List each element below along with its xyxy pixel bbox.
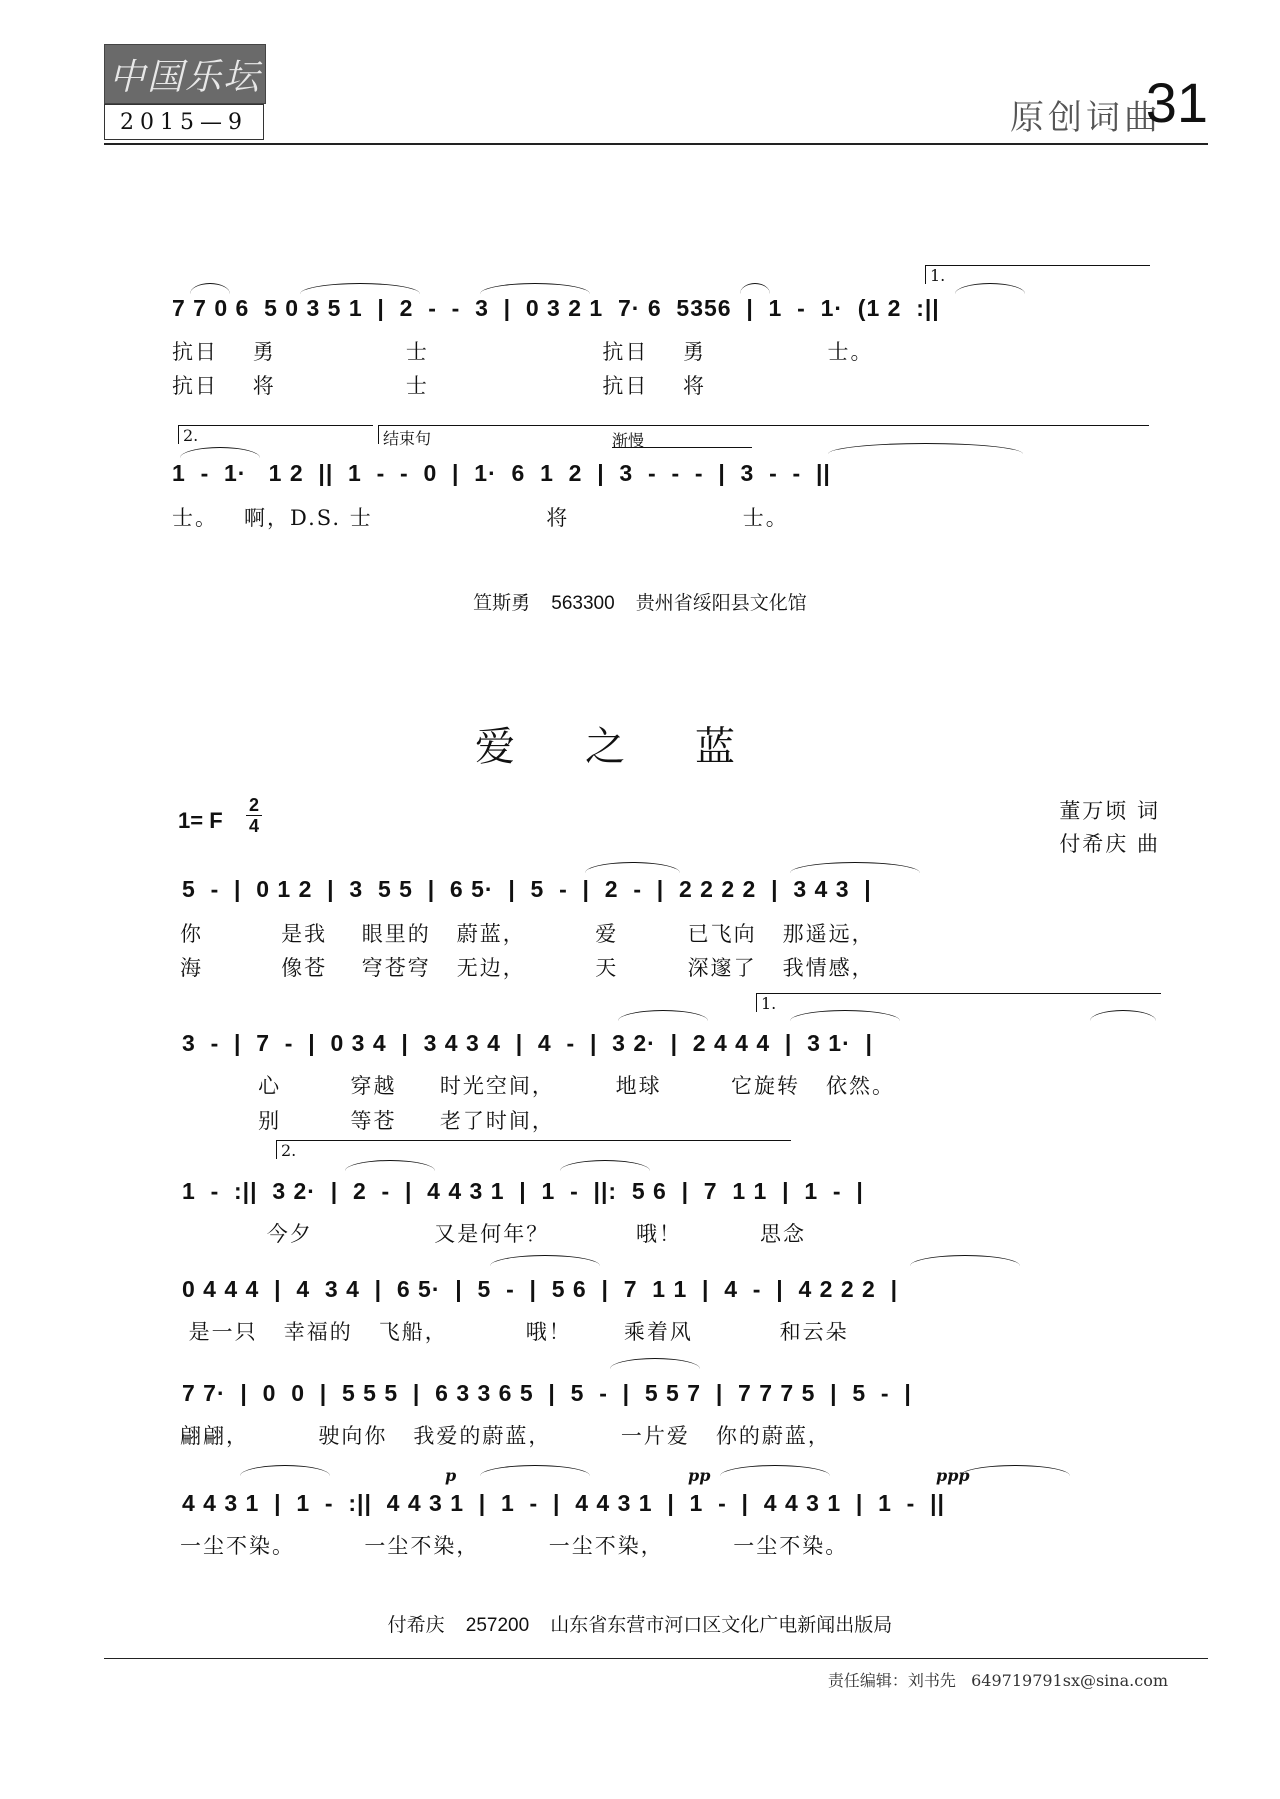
slur [955,283,1025,294]
time-signature [246,795,262,836]
lyrics-verse-1: 心 穿越 时光空间， 地球 它旋转 依然。 [180,1074,896,1098]
notation-line: 1 - 1· 1 2 || 1 - - 0 | 1· 6 1 2 | 3 - - - | 3 - - || [172,460,831,486]
slur [610,1358,700,1369]
tie [910,1255,1020,1266]
notation-line: 3 - | 7 - | 0 3 4 | 3 4 3 4 | 4 - | 3 2· | 2 4 4 4 | 3 1· | [182,1030,873,1056]
volta-1-bracket [756,993,1161,1012]
slur [480,283,590,294]
editor-credit: 责任编辑：刘书先 649719791sx@sina.com [827,1671,1168,1690]
header-rule [104,143,1208,145]
notation-line: 0 4 4 4 | 4 3 4 | 6 5· | 5 - | 5 6 | 7 1 1 | 4 - | 4 2 2 2 | [182,1276,899,1302]
volta-2-bracket [276,1140,791,1159]
tie [790,862,920,873]
lyrics-verse-1: 是一只 幸福的 飞船， 哦！ 乘着风 和云朵 [180,1320,849,1344]
ending-bracket [378,425,1149,448]
author-credit: 笪斯勇 563300 贵州省绥阳县文化馆 [473,593,807,614]
tie [828,443,1023,454]
lyrics-verse-2: 别 等苍 老了时间， [180,1109,555,1133]
notation-line: 7 7 0 6 5 0 3 5 1 | 2 - - 3 | 0 3 2 1 7· 6 5356 | 1 - 1· (1 2 :|| [172,295,940,321]
volta-1-label: 1. [930,266,946,285]
slur [960,1465,1070,1476]
slur [560,1160,650,1171]
tie [490,1255,600,1266]
volta-2-label: 2. [183,426,199,445]
author-credit: 付希庆 257200 山东省东营市河口区文化广电新闻出版局 [387,1615,893,1636]
lyrics-verse-2: 海 像苍 穹苍穹 无边， 天 深邃了 我情感， [180,956,875,980]
issue-number: 2015—9 [104,104,264,140]
volta-2-bracket [178,425,373,444]
notation-line: 4 4 3 1 | 1 - :|| 4 4 3 1 | 1 - | 4 4 3 1 | 1 - | 4 4 3 1 | 1 - || [182,1490,945,1516]
slur [480,1465,590,1476]
lyrics-verse-1: 抗日 勇 士 抗日 勇 士。 [172,340,874,364]
footer-rule [104,1658,1208,1659]
slur [240,1465,330,1476]
lyricist-credit: 董万顷 词 [1059,799,1160,823]
tie [618,1010,708,1021]
slur [740,283,770,294]
lyrics-verse-1: 翩翩， 驶向你 我爱的蔚蓝， 一片爱 你的蔚蓝， [180,1424,831,1448]
lyrics-verse-1: 士。 啊，D.S. 士 将 士。 [172,506,789,530]
time-signature-top: 2 [248,795,259,815]
slur [190,283,230,294]
magazine-logo [104,44,266,104]
volta-1-label: 1. [761,994,777,1013]
dynamic-marking: pp [688,1466,711,1485]
ritardando-line [612,447,752,448]
notation-line: 1 - :|| 3 2· | 2 - | 4 4 3 1 | 1 - ||: 5 6 | 7 1 1 | 1 - | [182,1178,864,1204]
notation-line: 7 7· | 0 0 | 5 5 5 | 6 3 3 6 5 | 5 - | 5 5 7 | 7 7 7 5 | 5 - | [182,1380,912,1406]
slur [300,283,420,294]
lyrics-verse-1: 你 是我 眼里的 蔚蓝， 爱 已飞向 那遥远， [180,922,875,946]
lyrics-verse-2: 抗日 将 士 抗日 将 [172,374,707,398]
lyrics-verse-1: 一尘不染。 一尘不染， 一尘不染， 一尘不染。 [180,1534,849,1558]
page-number: 31 [1145,71,1208,134]
logo-text: 中国乐坛 [108,56,261,98]
ritardando-label: 渐慢 [612,433,645,450]
composer-credit: 付希庆 曲 [1059,832,1160,856]
key-signature: 1= F [178,808,223,833]
dynamic-marking: ppp [936,1466,970,1485]
ending-label: 结束句 [383,431,432,448]
time-signature-bottom: 4 [246,815,262,836]
lyrics-verse-1: 今夕 又是何年？ 哦！ 思念 [180,1222,807,1246]
song-title: 爱之蓝 [475,724,805,770]
notation-line: 5 - | 0 1 2 | 3 5 5 | 6 5· | 5 - | 2 - | 2 2 2 2 | 3 4 3 | [182,876,872,902]
tie [585,862,680,873]
volta-2-label: 2. [281,1141,297,1160]
slur [180,447,260,458]
dynamic-marking: p [445,1466,457,1485]
volta-1-bracket [925,265,1150,284]
section-title: 原创词曲 [1010,98,1162,138]
tie [345,1160,435,1171]
slur [720,1465,830,1476]
